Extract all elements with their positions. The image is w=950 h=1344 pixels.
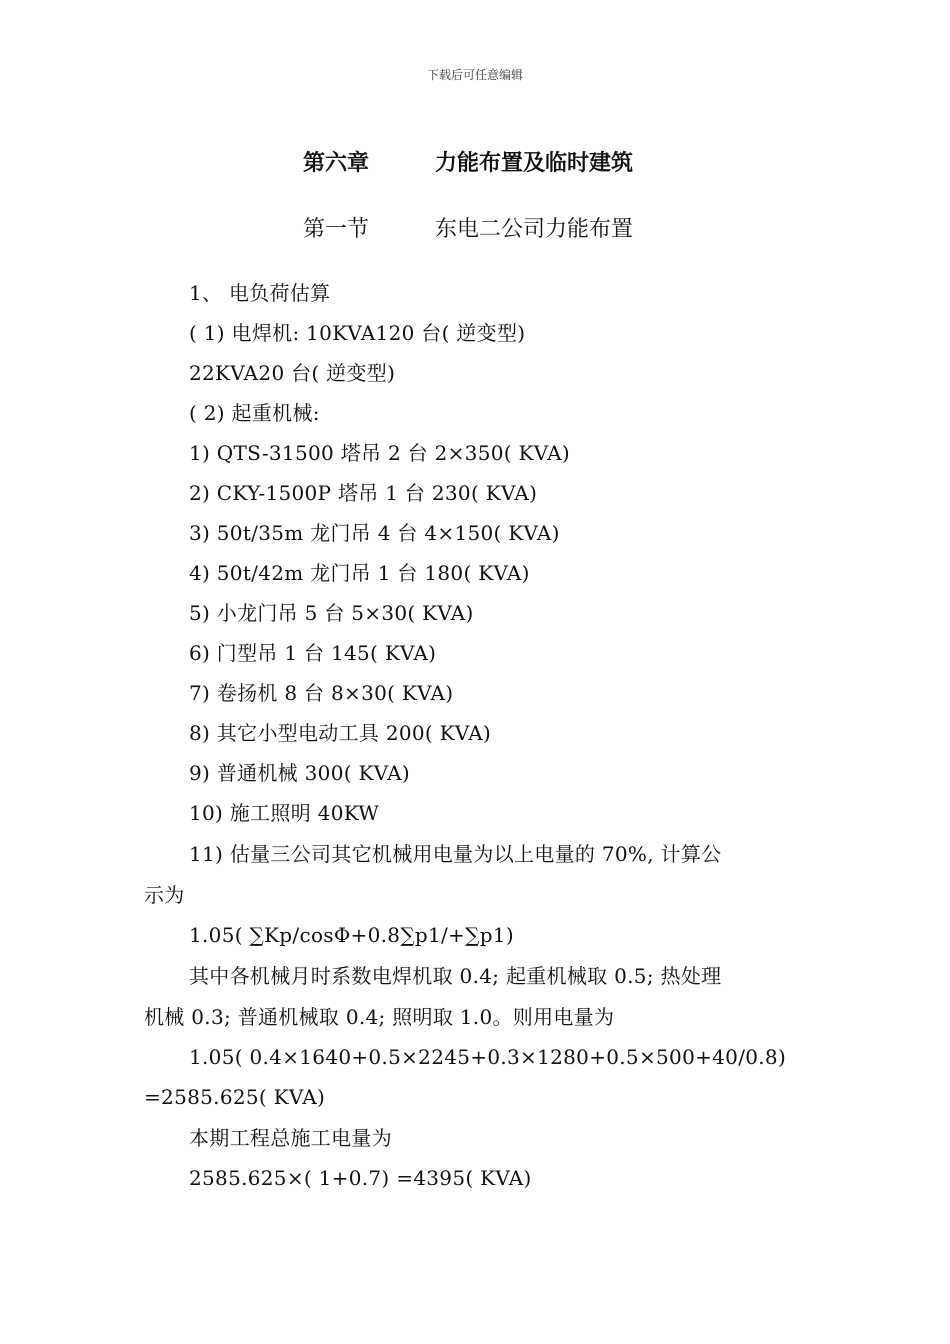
paragraph-line: 示为 — [144, 883, 185, 907]
result-line: 2585.625×( 1+0.7) =4395( KVA) — [189, 1166, 532, 1190]
list-item: 2) CKY-1500P 塔吊 1 台 230( KVA) — [189, 481, 538, 505]
result-line: =2585.625( KVA) — [144, 1085, 326, 1109]
list-item: 4) 50t/42m 龙门吊 1 台 180( KVA) — [189, 561, 530, 585]
welder-line-2: 22KVA20 台( 逆变型) — [189, 361, 396, 385]
paragraph-line: 其中各机械月时系数电焊机取 0.4; 起重机械取 0.5; 热处理 — [189, 964, 722, 988]
header-note: 下载后可任意编辑 — [426, 68, 523, 82]
heading-load-estimate: 1、 电负荷估算 — [189, 281, 331, 305]
chapter-number: 第六章 — [303, 151, 370, 176]
list-item: 8) 其它小型电动工具 200( KVA) — [189, 721, 492, 745]
section-number: 第一节 — [303, 217, 370, 242]
chapter-name: 力能布置及临时建筑 — [435, 151, 634, 176]
list-item: 7) 卷扬机 8 台 8×30( KVA) — [189, 681, 454, 705]
paragraph-line: 机械 0.3; 普通机械取 0.4; 照明取 1.0。则用电量为 — [144, 1005, 615, 1029]
paragraph-line: 本期工程总施工电量为 — [189, 1126, 392, 1150]
crane-heading: ( 2) 起重机械: — [189, 401, 320, 425]
list-item: 6) 门型吊 1 台 145( KVA) — [189, 641, 437, 665]
welder-line-1: ( 1) 电焊机: 10KVA120 台( 逆变型) — [189, 321, 526, 345]
formula-line: 1.05( 0.4×1640+0.5×2245+0.3×1280+0.5×500+40/0.8) — [189, 1045, 787, 1069]
list-item: 9) 普通机械 300( KVA) — [189, 761, 410, 785]
section-name: 东电二公司力能布置 — [435, 217, 634, 242]
formula-line: 1.05( ∑Kp/cosΦ+0.8∑p1/+∑p1) — [189, 923, 514, 947]
list-item: 1) QTS-31500 塔吊 2 台 2×350( KVA) — [189, 441, 570, 465]
list-item: 3) 50t/35m 龙门吊 4 台 4×150( KVA) — [189, 521, 560, 545]
list-item: 5) 小龙门吊 5 台 5×30( KVA) — [189, 601, 474, 625]
list-item: 10) 施工照明 40KW — [189, 801, 380, 825]
paragraph-line: 11) 估量三公司其它机械用电量为以上电量的 70%, 计算公 — [189, 842, 722, 866]
chapter-title — [303, 146, 633, 177]
section-title — [303, 212, 633, 243]
